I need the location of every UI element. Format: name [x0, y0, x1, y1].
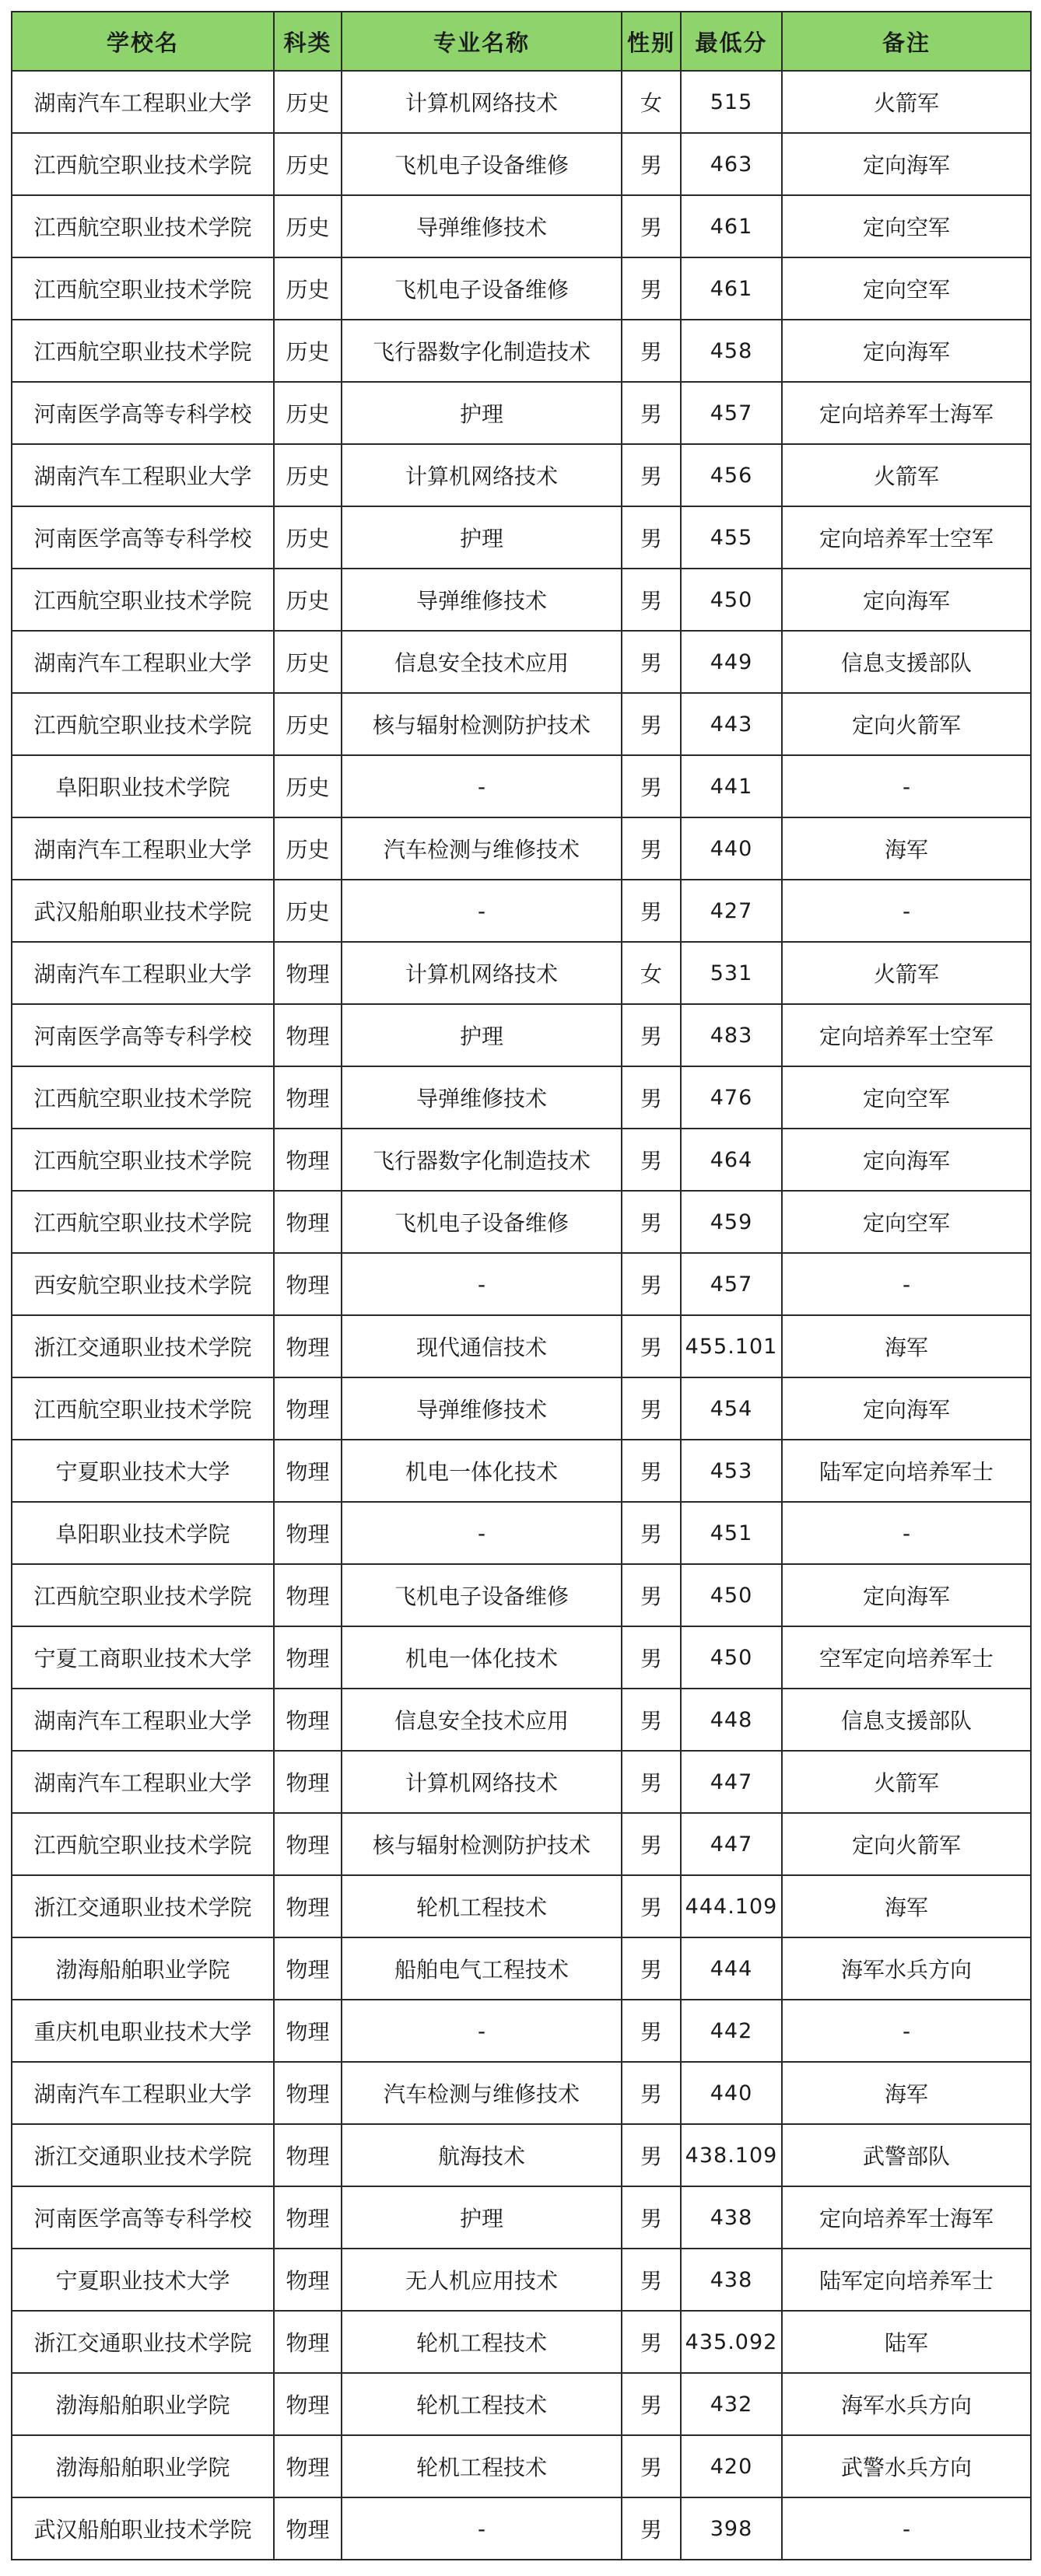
cell-min-score: 455 — [681, 506, 782, 569]
cell-school: 渤海船舶职业学院 — [12, 2435, 274, 2497]
cell-remarks: 海军水兵方向 — [782, 2373, 1031, 2435]
cell-major: 计算机网络技术 — [342, 71, 622, 133]
cell-major: 导弹维修技术 — [342, 569, 622, 631]
cell-subject: 物理 — [274, 1066, 342, 1129]
cell-school: 西安航空职业技术学院 — [12, 1253, 274, 1315]
cell-major: 计算机网络技术 — [342, 444, 622, 506]
table-row — [12, 1813, 1031, 1875]
cell-school: 宁夏职业技术大学 — [12, 1440, 274, 1502]
cell-remarks: 定向火箭军 — [782, 693, 1031, 755]
column-header-school: 学校名 — [12, 12, 274, 71]
cell-remarks: 陆军定向培养军士 — [782, 1440, 1031, 1502]
cell-gender: 男 — [622, 1066, 681, 1129]
cell-subject: 物理 — [274, 1564, 342, 1626]
cell-school: 湖南汽车工程职业大学 — [12, 2062, 274, 2124]
cell-remarks: - — [782, 880, 1031, 942]
cell-gender: 女 — [622, 71, 681, 133]
cell-min-score: 398 — [681, 2497, 782, 2560]
cell-gender: 男 — [622, 1689, 681, 1751]
cell-subject: 历史 — [274, 693, 342, 755]
cell-gender: 男 — [622, 1253, 681, 1315]
cell-gender: 男 — [622, 1377, 681, 1440]
cell-subject: 历史 — [274, 506, 342, 569]
cell-major: - — [342, 880, 622, 942]
table-row — [12, 1689, 1031, 1751]
table-row — [12, 2373, 1031, 2435]
cell-gender: 男 — [622, 2497, 681, 2560]
cell-major: 机电一体化技术 — [342, 1626, 622, 1689]
cell-school: 江西航空职业技术学院 — [12, 320, 274, 382]
table-row — [12, 444, 1031, 506]
cell-gender: 男 — [622, 693, 681, 755]
cell-school: 河南医学高等专科学校 — [12, 1004, 274, 1066]
cell-gender: 男 — [622, 444, 681, 506]
cell-remarks: - — [782, 1253, 1031, 1315]
cell-major: 计算机网络技术 — [342, 942, 622, 1004]
cell-min-score: 435.092 — [681, 2311, 782, 2373]
cell-gender: 男 — [622, 133, 681, 195]
table-row — [12, 382, 1031, 444]
table-row — [12, 1751, 1031, 1813]
table-row — [12, 1066, 1031, 1129]
cell-min-score: 461 — [681, 195, 782, 257]
cell-min-score: 438 — [681, 2249, 782, 2311]
cell-min-score: 440 — [681, 2062, 782, 2124]
cell-subject: 历史 — [274, 71, 342, 133]
cell-remarks: 火箭军 — [782, 1751, 1031, 1813]
cell-remarks: 火箭军 — [782, 71, 1031, 133]
cell-remarks: 火箭军 — [782, 942, 1031, 1004]
cell-subject: 物理 — [274, 1875, 342, 1937]
cell-school: 浙江交通职业技术学院 — [12, 2124, 274, 2186]
cell-major: 无人机应用技术 — [342, 2249, 622, 2311]
cell-remarks: 武警水兵方向 — [782, 2435, 1031, 2497]
cell-school: 武汉船舶职业技术学院 — [12, 2497, 274, 2560]
cell-school: 湖南汽车工程职业大学 — [12, 942, 274, 1004]
cell-min-score: 447 — [681, 1751, 782, 1813]
cell-min-score: 441 — [681, 755, 782, 817]
cell-remarks: 海军水兵方向 — [782, 1937, 1031, 2000]
cell-min-score: 453 — [681, 1440, 782, 1502]
table-row — [12, 2311, 1031, 2373]
cell-gender: 男 — [622, 2000, 681, 2062]
cell-school: 河南医学高等专科学校 — [12, 506, 274, 569]
cell-subject: 物理 — [274, 2435, 342, 2497]
cell-gender: 男 — [622, 1502, 681, 1564]
cell-school: 江西航空职业技术学院 — [12, 569, 274, 631]
cell-gender: 男 — [622, 2373, 681, 2435]
table-row — [12, 257, 1031, 320]
table-row — [12, 1440, 1031, 1502]
cell-major: 护理 — [342, 382, 622, 444]
table-body — [12, 71, 1031, 2560]
table-row — [12, 817, 1031, 880]
cell-min-score: 476 — [681, 1066, 782, 1129]
cell-remarks: 信息支援部队 — [782, 631, 1031, 693]
cell-school: 湖南汽车工程职业大学 — [12, 1689, 274, 1751]
cell-school: 浙江交通职业技术学院 — [12, 1315, 274, 1377]
cell-remarks: 陆军定向培养军士 — [782, 2249, 1031, 2311]
cell-major: 现代通信技术 — [342, 1315, 622, 1377]
cell-gender: 男 — [622, 1129, 681, 1191]
table-row — [12, 133, 1031, 195]
cell-remarks: 定向海军 — [782, 1129, 1031, 1191]
admission-score-table — [11, 11, 1032, 2560]
table-row — [12, 320, 1031, 382]
cell-remarks: 空军定向培养军士 — [782, 1626, 1031, 1689]
cell-school: 浙江交通职业技术学院 — [12, 2311, 274, 2373]
cell-school: 武汉船舶职业技术学院 — [12, 880, 274, 942]
table-row — [12, 755, 1031, 817]
cell-major: 核与辐射检测防护技术 — [342, 1813, 622, 1875]
cell-major: 导弹维修技术 — [342, 1377, 622, 1440]
cell-subject: 历史 — [274, 444, 342, 506]
cell-min-score: 454 — [681, 1377, 782, 1440]
cell-min-score: 432 — [681, 2373, 782, 2435]
cell-min-score: 450 — [681, 569, 782, 631]
cell-remarks: 海军 — [782, 2062, 1031, 2124]
cell-remarks: 定向海军 — [782, 1564, 1031, 1626]
cell-subject: 物理 — [274, 1751, 342, 1813]
cell-subject: 物理 — [274, 1440, 342, 1502]
cell-subject: 历史 — [274, 631, 342, 693]
cell-subject: 历史 — [274, 569, 342, 631]
cell-gender: 男 — [622, 1564, 681, 1626]
cell-school: 江西航空职业技术学院 — [12, 1564, 274, 1626]
cell-remarks: 定向培养军士海军 — [782, 382, 1031, 444]
cell-subject: 物理 — [274, 1129, 342, 1191]
cell-subject: 历史 — [274, 755, 342, 817]
cell-school: 重庆机电职业技术大学 — [12, 2000, 274, 2062]
cell-major: 飞机电子设备维修 — [342, 1191, 622, 1253]
cell-gender: 男 — [622, 569, 681, 631]
cell-gender: 男 — [622, 2311, 681, 2373]
cell-gender: 男 — [622, 1626, 681, 1689]
cell-subject: 历史 — [274, 817, 342, 880]
cell-major: 轮机工程技术 — [342, 2435, 622, 2497]
cell-school: 阜阳职业技术学院 — [12, 1502, 274, 1564]
table-row — [12, 1875, 1031, 1937]
column-header-min-score: 最低分 — [681, 12, 782, 71]
cell-remarks: 定向海军 — [782, 569, 1031, 631]
cell-min-score: 458 — [681, 320, 782, 382]
cell-subject: 历史 — [274, 195, 342, 257]
cell-min-score: 515 — [681, 71, 782, 133]
cell-school: 江西航空职业技术学院 — [12, 195, 274, 257]
cell-school: 湖南汽车工程职业大学 — [12, 71, 274, 133]
cell-subject: 物理 — [274, 2311, 342, 2373]
cell-major: - — [342, 1502, 622, 1564]
cell-gender: 男 — [622, 257, 681, 320]
cell-min-score: 444 — [681, 1937, 782, 2000]
cell-school: 江西航空职业技术学院 — [12, 1129, 274, 1191]
cell-min-score: 455.101 — [681, 1315, 782, 1377]
cell-min-score: 442 — [681, 2000, 782, 2062]
cell-min-score: 450 — [681, 1626, 782, 1689]
cell-remarks: 海军 — [782, 1875, 1031, 1937]
cell-min-score: 443 — [681, 693, 782, 755]
cell-min-score: 447 — [681, 1813, 782, 1875]
cell-remarks: - — [782, 1502, 1031, 1564]
cell-major: 飞行器数字化制造技术 — [342, 320, 622, 382]
cell-major: 轮机工程技术 — [342, 2373, 622, 2435]
cell-school: 江西航空职业技术学院 — [12, 1813, 274, 1875]
cell-remarks: - — [782, 2497, 1031, 2560]
cell-min-score: 438 — [681, 2186, 782, 2249]
cell-subject: 历史 — [274, 257, 342, 320]
cell-major: 护理 — [342, 2186, 622, 2249]
cell-school: 宁夏工商职业技术大学 — [12, 1626, 274, 1689]
cell-remarks: 信息支援部队 — [782, 1689, 1031, 1751]
cell-gender: 男 — [622, 1875, 681, 1937]
cell-subject: 物理 — [274, 1937, 342, 2000]
cell-major: - — [342, 1253, 622, 1315]
table-row — [12, 1937, 1031, 2000]
cell-remarks: 定向培养军士海军 — [782, 2186, 1031, 2249]
cell-remarks: 武警部队 — [782, 2124, 1031, 2186]
cell-school: 湖南汽车工程职业大学 — [12, 631, 274, 693]
table-row — [12, 880, 1031, 942]
column-header-remarks: 备注 — [782, 12, 1031, 71]
cell-min-score: 463 — [681, 133, 782, 195]
cell-gender: 男 — [622, 2186, 681, 2249]
cell-gender: 男 — [622, 2062, 681, 2124]
cell-major: 机电一体化技术 — [342, 1440, 622, 1502]
cell-school: 湖南汽车工程职业大学 — [12, 817, 274, 880]
table-row — [12, 1129, 1031, 1191]
cell-major: 飞机电子设备维修 — [342, 1564, 622, 1626]
cell-school: 河南医学高等专科学校 — [12, 382, 274, 444]
cell-remarks: 海军 — [782, 1315, 1031, 1377]
cell-min-score: 449 — [681, 631, 782, 693]
cell-min-score: 450 — [681, 1564, 782, 1626]
cell-min-score: 444.109 — [681, 1875, 782, 1937]
cell-subject: 物理 — [274, 1191, 342, 1253]
table-row — [12, 1315, 1031, 1377]
table-row — [12, 1377, 1031, 1440]
table-row — [12, 1004, 1031, 1066]
cell-remarks: 定向海军 — [782, 320, 1031, 382]
table-row — [12, 569, 1031, 631]
cell-remarks: - — [782, 755, 1031, 817]
cell-min-score: 461 — [681, 257, 782, 320]
table-row — [12, 506, 1031, 569]
cell-remarks: 海军 — [782, 817, 1031, 880]
cell-subject: 物理 — [274, 1004, 342, 1066]
cell-gender: 男 — [622, 880, 681, 942]
cell-major: 导弹维修技术 — [342, 1066, 622, 1129]
cell-gender: 男 — [622, 2124, 681, 2186]
cell-school: 渤海船舶职业学院 — [12, 2373, 274, 2435]
table-row — [12, 1253, 1031, 1315]
table-row — [12, 2124, 1031, 2186]
cell-remarks: 定向火箭军 — [782, 1813, 1031, 1875]
cell-subject: 物理 — [274, 1315, 342, 1377]
cell-min-score: 451 — [681, 1502, 782, 1564]
cell-remarks: 定向培养军士空军 — [782, 506, 1031, 569]
cell-min-score: 438.109 — [681, 2124, 782, 2186]
cell-subject: 物理 — [274, 1813, 342, 1875]
cell-school: 河南医学高等专科学校 — [12, 2186, 274, 2249]
table-row — [12, 2249, 1031, 2311]
cell-min-score: 448 — [681, 1689, 782, 1751]
cell-min-score: 531 — [681, 942, 782, 1004]
table-row — [12, 2186, 1031, 2249]
cell-school: 江西航空职业技术学院 — [12, 257, 274, 320]
cell-gender: 男 — [622, 631, 681, 693]
cell-subject: 物理 — [274, 1502, 342, 1564]
cell-gender: 男 — [622, 2435, 681, 2497]
cell-major: 轮机工程技术 — [342, 2311, 622, 2373]
cell-school: 江西航空职业技术学院 — [12, 133, 274, 195]
cell-subject: 物理 — [274, 2249, 342, 2311]
cell-subject: 物理 — [274, 1626, 342, 1689]
cell-major: 汽车检测与维修技术 — [342, 2062, 622, 2124]
cell-school: 浙江交通职业技术学院 — [12, 1875, 274, 1937]
table-row — [12, 71, 1031, 133]
cell-remarks: 定向空军 — [782, 1191, 1031, 1253]
cell-subject: 物理 — [274, 1377, 342, 1440]
table-row — [12, 2435, 1031, 2497]
cell-major: 护理 — [342, 1004, 622, 1066]
cell-school: 阜阳职业技术学院 — [12, 755, 274, 817]
column-header-subject: 科类 — [274, 12, 342, 71]
cell-gender: 男 — [622, 1004, 681, 1066]
cell-gender: 男 — [622, 2249, 681, 2311]
cell-major: 核与辐射检测防护技术 — [342, 693, 622, 755]
cell-subject: 物理 — [274, 2186, 342, 2249]
cell-gender: 女 — [622, 942, 681, 1004]
cell-remarks: 定向空军 — [782, 1066, 1031, 1129]
cell-subject: 物理 — [274, 2062, 342, 2124]
cell-min-score: 483 — [681, 1004, 782, 1066]
cell-school: 江西航空职业技术学院 — [12, 1377, 274, 1440]
cell-subject: 物理 — [274, 2124, 342, 2186]
cell-school: 江西航空职业技术学院 — [12, 693, 274, 755]
table-row — [12, 195, 1031, 257]
cell-school: 湖南汽车工程职业大学 — [12, 1751, 274, 1813]
table-row — [12, 693, 1031, 755]
table-row — [12, 1626, 1031, 1689]
cell-major: 轮机工程技术 — [342, 1875, 622, 1937]
cell-gender: 男 — [622, 817, 681, 880]
cell-gender: 男 — [622, 1751, 681, 1813]
cell-remarks: 定向海军 — [782, 1377, 1031, 1440]
cell-school: 湖南汽车工程职业大学 — [12, 444, 274, 506]
cell-min-score: 440 — [681, 817, 782, 880]
cell-gender: 男 — [622, 320, 681, 382]
table-row — [12, 942, 1031, 1004]
cell-remarks: 陆军 — [782, 2311, 1031, 2373]
cell-subject: 物理 — [274, 2497, 342, 2560]
cell-major: 飞行器数字化制造技术 — [342, 1129, 622, 1191]
cell-subject: 物理 — [274, 1253, 342, 1315]
cell-gender: 男 — [622, 1813, 681, 1875]
table-row — [12, 1191, 1031, 1253]
cell-remarks: 定向海军 — [782, 133, 1031, 195]
cell-subject: 历史 — [274, 382, 342, 444]
cell-remarks: 定向培养军士空军 — [782, 1004, 1031, 1066]
table-row — [12, 2497, 1031, 2560]
cell-min-score: 457 — [681, 1253, 782, 1315]
cell-major: 导弹维修技术 — [342, 195, 622, 257]
table-row — [12, 631, 1031, 693]
cell-min-score: 459 — [681, 1191, 782, 1253]
cell-gender: 男 — [622, 1191, 681, 1253]
cell-subject: 物理 — [274, 1689, 342, 1751]
table-row — [12, 2062, 1031, 2124]
column-header-gender: 性别 — [622, 12, 681, 71]
cell-gender: 男 — [622, 755, 681, 817]
cell-gender: 男 — [622, 1440, 681, 1502]
cell-gender: 男 — [622, 382, 681, 444]
cell-major: 飞机电子设备维修 — [342, 257, 622, 320]
cell-gender: 男 — [622, 195, 681, 257]
table-row — [12, 1502, 1031, 1564]
cell-major: 汽车检测与维修技术 — [342, 817, 622, 880]
cell-major: 船舶电气工程技术 — [342, 1937, 622, 2000]
cell-subject: 历史 — [274, 880, 342, 942]
cell-gender: 男 — [622, 506, 681, 569]
cell-major: - — [342, 2000, 622, 2062]
cell-subject: 物理 — [274, 942, 342, 1004]
cell-remarks: 定向空军 — [782, 195, 1031, 257]
cell-major: - — [342, 755, 622, 817]
cell-major: 信息安全技术应用 — [342, 631, 622, 693]
cell-school: 江西航空职业技术学院 — [12, 1191, 274, 1253]
cell-major: - — [342, 2497, 622, 2560]
cell-major: 航海技术 — [342, 2124, 622, 2186]
cell-subject: 历史 — [274, 320, 342, 382]
cell-remarks: - — [782, 2000, 1031, 2062]
cell-school: 渤海船舶职业学院 — [12, 1937, 274, 2000]
cell-school: 江西航空职业技术学院 — [12, 1066, 274, 1129]
cell-subject: 历史 — [274, 133, 342, 195]
cell-gender: 男 — [622, 1937, 681, 2000]
cell-remarks: 火箭军 — [782, 444, 1031, 506]
header-row — [12, 12, 1031, 71]
cell-subject: 物理 — [274, 2000, 342, 2062]
cell-gender: 男 — [622, 1315, 681, 1377]
cell-min-score: 457 — [681, 382, 782, 444]
table-row — [12, 1564, 1031, 1626]
cell-major: 护理 — [342, 506, 622, 569]
cell-remarks: 定向空军 — [782, 257, 1031, 320]
cell-min-score: 456 — [681, 444, 782, 506]
column-header-major: 专业名称 — [342, 12, 622, 71]
cell-min-score: 427 — [681, 880, 782, 942]
cell-major: 计算机网络技术 — [342, 1751, 622, 1813]
table-row — [12, 2000, 1031, 2062]
cell-major: 信息安全技术应用 — [342, 1689, 622, 1751]
cell-subject: 物理 — [274, 2373, 342, 2435]
cell-major: 飞机电子设备维修 — [342, 133, 622, 195]
cell-min-score: 420 — [681, 2435, 782, 2497]
cell-min-score: 464 — [681, 1129, 782, 1191]
cell-school: 宁夏职业技术大学 — [12, 2249, 274, 2311]
